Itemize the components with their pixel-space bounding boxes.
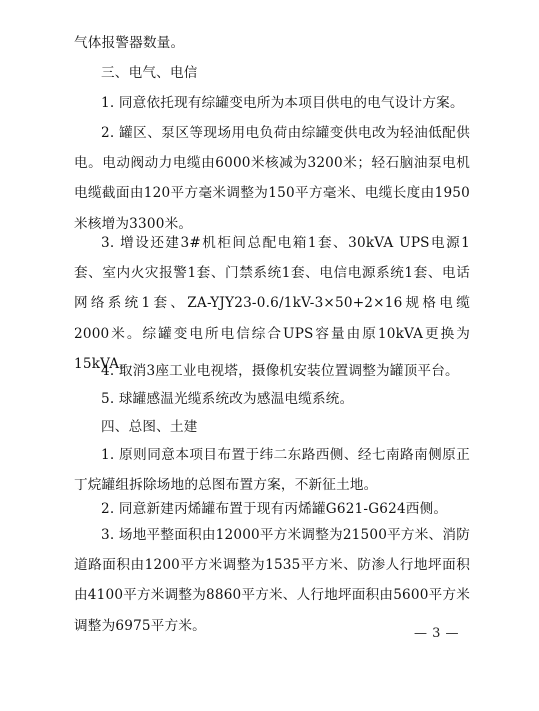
paragraph-electrical-1: 1. 同意依托现有综罐变电所为本项目供电的电气设计方案。	[101, 95, 464, 111]
paragraph-layout-1: 1. 原则同意本项目布置于纬二东路西侧、经七南路南侧原正丁烷罐组拆除场地的总图布置方案，不新征土地。	[74, 447, 470, 494]
section-heading-electrical: 三、电气、电信	[101, 65, 198, 81]
page-number: — 3 —	[414, 626, 460, 641]
paragraph-electrical-3: 3. 增设还建3#机柜间总配电箱1套、30kVA UPS电源1套、室内火灾报警1套、门禁系统1套、电信电源系统1套、电话网络系统1套、ZA-YJY23-0.6/1kV-3×50+2×16规格电缆2000米。综罐变电所电信综合UPS容量由原10kVA更换为15kVA。	[74, 235, 470, 372]
section-heading-layout: 四、总图、土建	[101, 419, 198, 435]
paragraph-electrical-5: 5. 球罐感温光缆系统改为感温电缆系统。	[101, 391, 354, 407]
paragraph-layout-3: 3. 场地平整面积由12000平方米调整为21500平方米、消防道路面积由1200平方米调整为1535平方米、防渗人行地坪面积由4100平方米调整为8860平方米、人行地坪面积由5600平方米调整为6975平方米。	[74, 527, 470, 634]
paragraph-electrical-4: 4. 取消3座工业电视塔，摄像机安装位置调整为罐顶平台。	[101, 363, 459, 379]
paragraph-continuation: 气体报警器数量。	[74, 35, 185, 51]
paragraph-electrical-2: 2. 罐区、泵区等现场用电负荷由综罐变供电改为轻油低配供电。电动阀动力电缆由6000米核减为3200米；轻石脑油泵电机电缆截面由120平方毫米调整为150平方毫米、电缆长度由1950米核增为3300米。	[74, 125, 470, 232]
paragraph-layout-2: 2. 同意新建丙烯罐布置于现有丙烯罐G621-G624西侧。	[101, 501, 448, 517]
